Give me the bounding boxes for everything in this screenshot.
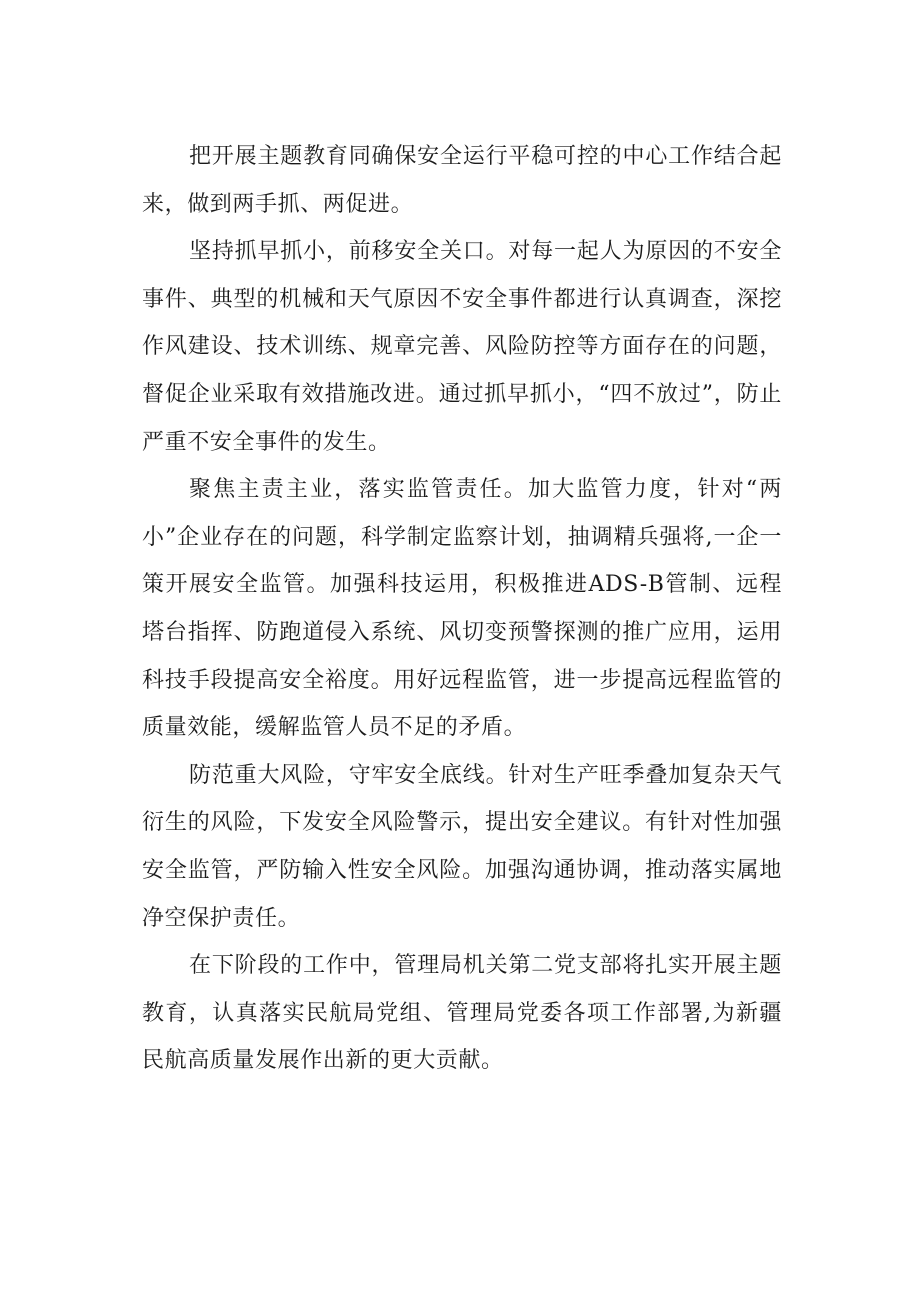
document-body	[142, 133, 782, 1085]
paragraph-3: 聚焦主责主业，落实监管责任。加大监管力度，针对“两小”企业存在的问题，科学制定监察计划，抽调精兵强将,一企一策开展安全监管。加强科技运用，积极推进ADS-B管制、远程塔台指挥、防跑道侵入系统、风切变预警探测的推广应用，运用科技手段提高安全裕度。用好远程监管，进一步提高远程监管的质量效能，缓解监管人员不足的矛盾。	[142, 477, 782, 741]
paragraph-1: 把开展主题教育同确保安全运行平稳可控的中心工作结合起来，做到两手抓、两促进。	[142, 144, 782, 217]
paragraph-4: 防范重大风险，守牢安全底线。针对生产旺季叠加复杂天气衍生的风险，下发安全风险警示，提出安全建议。有针对性加强安全监管，严防输入性安全风险。加强沟通协调，推动落实属地净空保护责任。	[142, 762, 782, 931]
paragraph-2: 坚持抓早抓小，前移安全关口。对每一起人为原因的不安全事件、典型的机械和天气原因不安全事件都进行认真调查，深挖作风建设、技术训练、规章完善、风险防控等方面存在的问题，督促企业采取有效措施改进。通过抓早抓小，“四不放过”，防止严重不安全事件的发生。	[142, 239, 782, 455]
paragraph-5: 在下阶段的工作中，管理局机关第二党支部将扎实开展主题教育，认真落实民航局党组、管理局党委各项工作部署,为新疆民航高质量发展作出新的更大贡献。	[142, 953, 782, 1074]
